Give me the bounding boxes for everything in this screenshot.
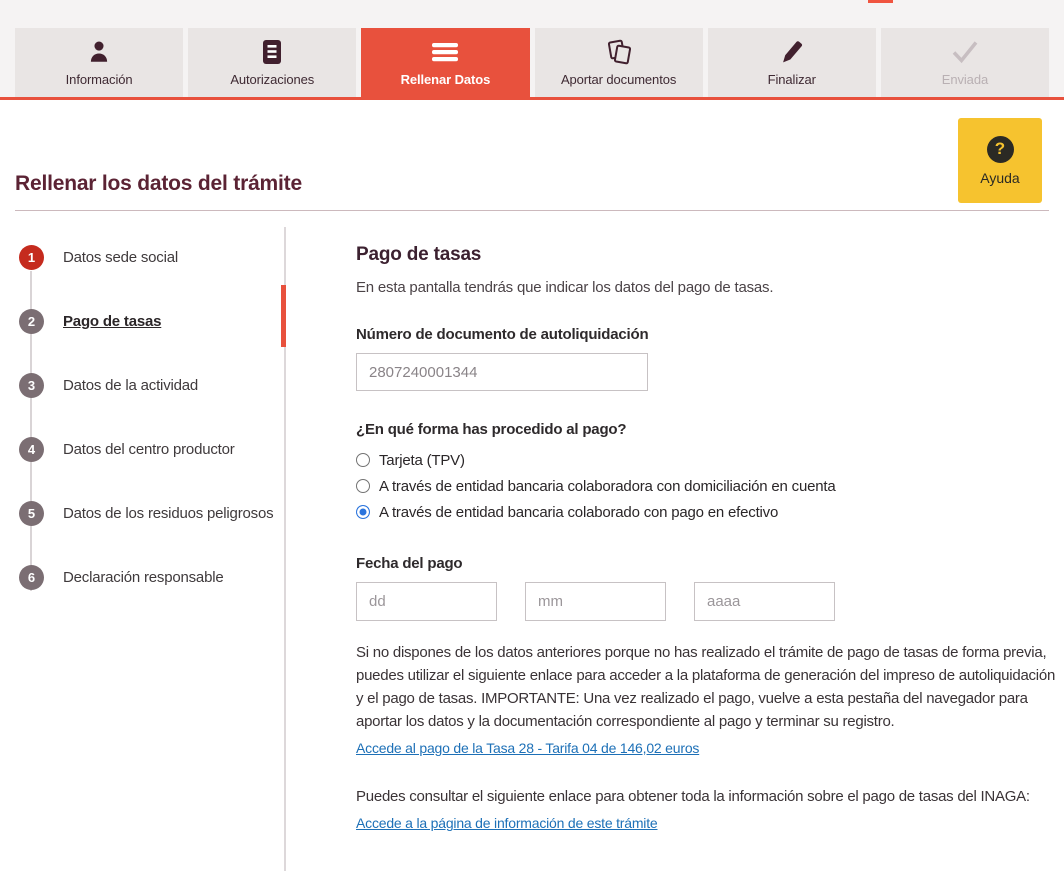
sidebar-step-centro-productor[interactable] (19, 417, 285, 481)
autoliquidacion-input[interactable] (356, 353, 648, 391)
step-label: Datos de los residuos peligrosos (63, 504, 274, 522)
form-panel (285, 211, 1064, 871)
radio-option-efectivo[interactable] (356, 499, 1064, 525)
step-label: Pago de tasas (63, 312, 162, 330)
step-label: Datos del centro productor (63, 440, 235, 458)
day-input[interactable] (356, 582, 497, 621)
tab-autorizaciones[interactable] (188, 28, 356, 97)
autoliquidacion-label: Número de documento de autoliquidación (356, 326, 649, 343)
step-number-badge: 5 (19, 501, 44, 526)
payment-method-question: ¿En qué forma has procedido al pago? (356, 421, 627, 438)
month-input[interactable] (525, 582, 666, 621)
tab-informacion[interactable] (15, 28, 183, 97)
year-input[interactable] (694, 582, 835, 621)
tab-aportar-documentos[interactable] (535, 28, 703, 97)
tab-label: Enviada (941, 72, 989, 87)
sidebar-step-pago-de-tasas[interactable] (19, 289, 285, 353)
list-icon (432, 38, 458, 65)
top-red-sliver (868, 0, 893, 3)
tab-label: Rellenar Datos (400, 72, 491, 87)
step-label: Declaración responsable (63, 568, 224, 586)
sidebar-step-declaracion-responsable[interactable] (19, 545, 285, 609)
step-sidebar (0, 211, 285, 871)
page-header (15, 100, 1049, 211)
sidebar-step-residuos-peligrosos[interactable] (19, 481, 285, 545)
tab-label: Finalizar (767, 72, 816, 87)
top-strip (0, 0, 1064, 28)
radio-label: A través de entidad bancaria colaborado con pago en efectivo (379, 503, 779, 521)
step-number-badge: 6 (19, 565, 44, 590)
tasa-payment-link[interactable]: Accede al pago de la Tasa 28 - Tarifa 04 de 146,02 euros (356, 740, 700, 756)
tramite-info-link[interactable]: Accede a la página de información de este trámite (356, 815, 658, 831)
question-mark-icon: ? (987, 136, 1014, 163)
tab-rellenar-datos[interactable] (361, 28, 529, 97)
sidebar-step-datos-actividad[interactable] (19, 353, 285, 417)
step-number-badge: 4 (19, 437, 44, 462)
wizard-tabbar (0, 28, 1064, 100)
step-label: Datos de la actividad (63, 376, 199, 394)
help-button-label: Ayuda (980, 169, 1020, 186)
payment-method-radio-group (356, 447, 1064, 525)
tab-finalizar[interactable] (708, 28, 876, 97)
payment-date-inputs (356, 582, 1064, 621)
tab-label: Autorizaciones (230, 72, 315, 87)
user-icon (86, 38, 112, 65)
radio-option-domiciliacion[interactable] (356, 473, 1064, 499)
radio-icon[interactable] (356, 453, 370, 467)
pencil-icon (779, 38, 805, 65)
step-label: Datos sede social (63, 248, 178, 266)
radio-icon[interactable] (356, 479, 370, 493)
pages-icon (604, 38, 634, 65)
ledger-icon (261, 38, 283, 65)
step-number-badge: 3 (19, 373, 44, 398)
radio-option-tarjeta[interactable] (356, 447, 1064, 473)
radio-label: A través de entidad bancaria colaboradora con domiciliación en cuenta (379, 477, 836, 495)
radio-label: Tarjeta (TPV) (379, 451, 465, 469)
radio-icon-selected[interactable] (356, 505, 370, 519)
payment-info-paragraph: Si no dispones de los datos anteriores porque no has realizado el trámite de pago de tasas de forma previa, puedes utilizar el siguiente enlace para acceder a la plataforma de generación del impreso de autoliquidación y el pago de tasas. IMPORTANTE: Una vez realizado el pago, vuelve a esta pestaña del navegador para aportar los datos y la documentación correspondiente al pago y terminar su registro. (356, 644, 1056, 730)
section-title: Pago de tasas (356, 244, 482, 265)
sidebar-step-datos-sede-social[interactable] (19, 225, 285, 289)
step-number-badge: 1 (19, 245, 44, 270)
tab-enviada (881, 28, 1049, 97)
payment-date-label: Fecha del pago (356, 555, 463, 572)
help-button[interactable] (958, 118, 1042, 203)
tab-label: Información (65, 72, 133, 87)
content-area (0, 211, 1064, 871)
tab-label: Aportar documentos (560, 72, 677, 87)
step-number-badge: 2 (19, 309, 44, 334)
check-icon (951, 38, 979, 65)
page-title: Rellenar los datos del trámite (15, 172, 302, 195)
section-description: En esta pantalla tendrás que indicar los datos del pago de tasas. (356, 279, 774, 296)
inaga-info-paragraph: Puedes consultar el siguiente enlace para obtener toda la información sobre el pago de tasas del INAGA: (356, 788, 1030, 805)
